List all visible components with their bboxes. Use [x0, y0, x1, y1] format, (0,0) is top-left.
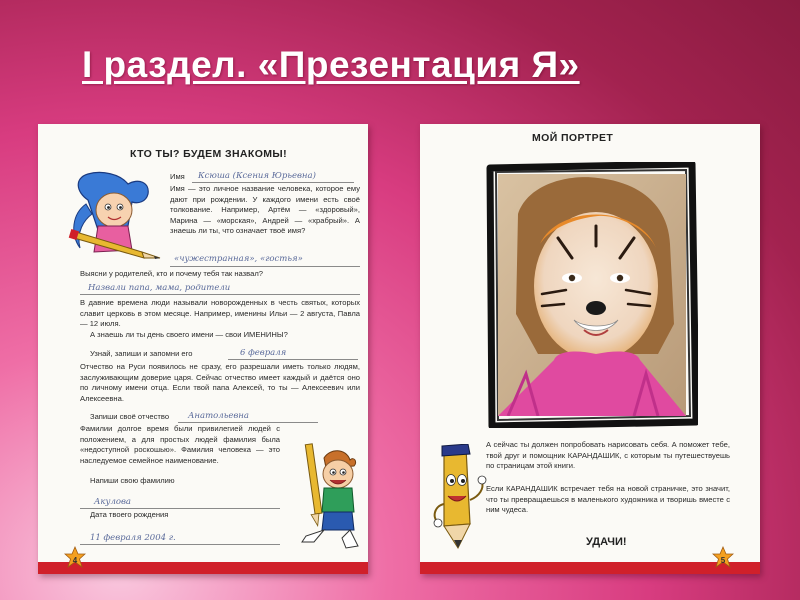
nameday-question: А знаешь ли ты день своего имени — свои ИМЕНИНЫ?: [90, 330, 288, 339]
name-value[interactable]: Ксюша (Ксения Юрьевна): [198, 171, 316, 181]
saints-text: В давние времена люди называли новорожденных в честь святых, которых славит церковь в этом месяце. Например, именины Ильи — 2 августа, Павла — 12 июля.: [80, 298, 360, 329]
birthdate-label: Дата твоего рождения: [90, 510, 169, 519]
page-heading: МОЙ ПОРТРЕТ: [532, 132, 614, 144]
good-luck-text: УДАЧИ!: [586, 536, 627, 548]
nameday-value[interactable]: 6 февраля: [240, 348, 287, 358]
slide-title: I раздел. «Презентация Я»: [82, 44, 580, 85]
patronymic-value[interactable]: Анатольевна: [188, 411, 249, 421]
surname-label: Напиши свою фамилию: [90, 476, 175, 485]
pencil-friend-text: Если КАРАНДАШИК встречает тебя на новой страничке, это значит, что ты превращаешься в маленького художника и творишь вместе с ним чудеса.: [486, 484, 730, 515]
ask-parents-text: Выясни у родителей, кто и почему тебя так назвал?: [80, 269, 263, 278]
page-number: 4: [72, 556, 78, 565]
page-bottom-strip: [420, 562, 760, 574]
birthdate-value[interactable]: 11 февраля 2004 г.: [90, 533, 176, 543]
page-number-badge: [64, 546, 86, 568]
portrait-instructions-text: А сейчас ты должен попробовать нарисовать себя. А поможет тебе, твой друг и помощник КАРАНДАШИК, с которым ты путешествуешь по страницам этой книги.: [486, 440, 730, 471]
page-number: 5: [720, 556, 726, 565]
portrait-photo: [498, 174, 686, 416]
workbook-page-right: [420, 124, 760, 574]
workbook-page-left: [38, 124, 368, 574]
patronymic-text: Отчество на Руси появилось не сразу, его разрешали иметь только людям, заслуживающим доверие царя. Сейчас отчество имеет каждый и даётся оно по личному имени отца. Если твой папа Алексей, то ты — Алексеевич или Алексеевна.: [80, 362, 360, 403]
name-origin-value[interactable]: Назвали папа, мама, родители: [88, 283, 231, 293]
pencil-character-illustration: [430, 444, 488, 556]
surname-value[interactable]: Акулова: [94, 497, 131, 507]
portrait-frame: [486, 162, 698, 428]
page-number-badge: [712, 546, 734, 568]
name-label: Имя: [170, 172, 185, 181]
surname-text: Фамилии долгое время были привилегией людей с положением, а для простых людей фамилия была «недоступной роскошью». Фамилия человека — это наследуемое семейное наименование.: [80, 424, 280, 465]
girl-with-pencil-illustration: [68, 170, 164, 262]
name-intro-text: Имя — это личное название человека, которое ему дают при рождении. У каждого имени есть своё толкование. Например, Артём — «здоровый», Марина — «морская», Андрей — «храбрый». А знаешь ли ты, что означает твоё имя?: [170, 184, 360, 236]
boy-with-pencil-illustration: [280, 442, 362, 552]
name-meaning-value[interactable]: «чужестранная», «гостья»: [174, 254, 303, 264]
patronymic-label: Запиши своё отчество: [90, 412, 170, 421]
page-bottom-strip: [38, 562, 368, 574]
nameday-label: Узнай, запиши и запомни его: [90, 349, 193, 358]
page-heading: КТО ТЫ? БУДЕМ ЗНАКОМЫ!: [130, 148, 288, 160]
